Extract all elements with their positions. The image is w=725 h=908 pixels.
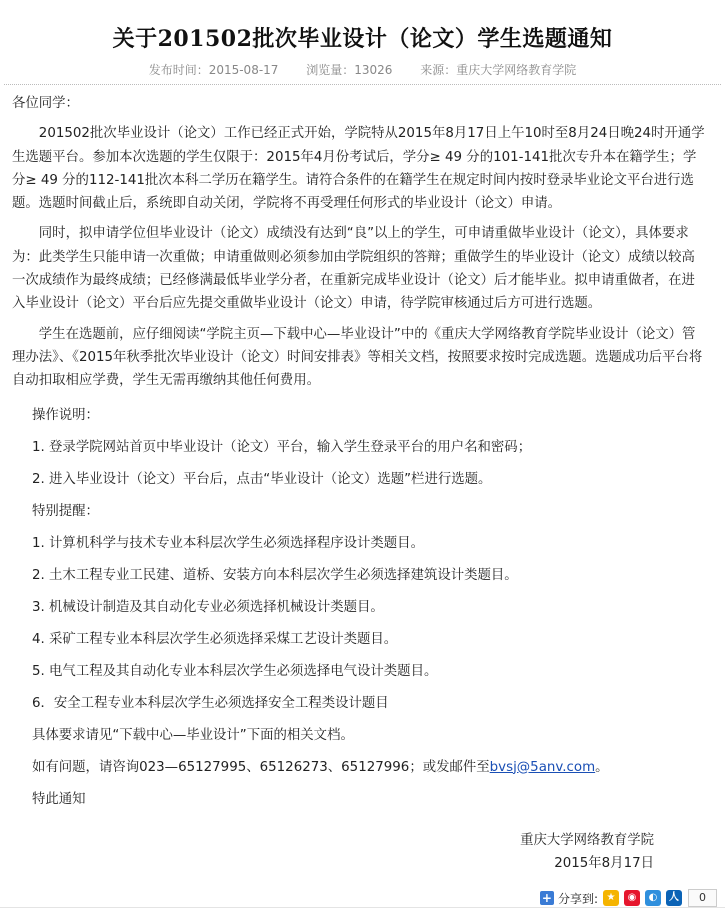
requirements-note: 具体要求请见“下载中心—毕业设计”下面的相关文档。 (32, 727, 354, 743)
article-title: 关于201502批次毕业设计（论文）学生选题通知 (112, 26, 613, 52)
closing-text: 特此通知 (32, 791, 86, 807)
article-meta (0, 61, 725, 78)
paragraph-2: 同时，拟申请学位但毕业设计（论文）成绩没有达到“良”以上的学生，可申请重做毕业设计（论文），具体要求为：此类学生只能申请一次重做；申请重做则必须参加由学院组织的答辩；重做学生的毕业设计（论文）成绩以较高一次成绩作为最终成绩；已经修满最低毕业学分者，在重新完成毕业设计（论文）后才能毕业。拟申请重做者，在进入毕业设计（论文）平台后应先提交重做毕业设计（论文）申请，待学院审核通过后方可进行选题。 (12, 226, 695, 312)
share-bar (540, 888, 717, 908)
share-label[interactable]: 分享到: (557, 891, 598, 906)
signature-date: 2015年8月17日 (554, 856, 654, 871)
email-link[interactable]: bvsj@5anv.com (489, 759, 596, 775)
paragraph-3: 学生在选题前，应仔细阅读“学院主页—下载中心—毕业设计”中的《重庆大学网络教育学院毕业设计（论文）管理办法》、《2015年秋季批次毕业设计（论文）时间安排表》等相关文档，按照要求按时完成选题。选题成功后平台将自动扣取相应学费，学生无需再缴纳其他任何费用。 (12, 326, 703, 389)
publish-time: 发布时间：2015-08-17 (148, 63, 279, 77)
notice-item: 2. 土木工程专业工民建、道桥、安装方向本科层次学生必须选择建筑设计类题目。 (32, 567, 518, 583)
notice-item: 6．安全工程专业本科层次学生必须选择安全工程类设计题目 (32, 695, 389, 711)
renren-icon[interactable]: 人 (666, 890, 682, 906)
paragraph-1: 201502批次毕业设计（论文）工作已经正式开始，学院特从2015年8月17日上午10时至8月24日晚24时开通学生选题平台。参加本次选题的学生仅限于：2015年4月份考试后，学分≥ 49 分的101-141批次专升本在籍学生；学分≥ 49 分的112-141批次本科二学历在籍学生。请符合条件的在籍学生在规定时间内按时登录毕业论文平台进行选题。选题时间截止后，系统即自动关闭，学院将不再受理任何形式的毕业设计（论文）申请。 (12, 126, 705, 212)
article-body (12, 92, 706, 816)
ops-title: 操作说明： (32, 407, 99, 423)
contact-suffix: 。 (595, 759, 609, 775)
notice-item: 5. 电气工程及其自动化专业本科层次学生必须选择电气设计类题目。 (32, 663, 438, 679)
weibo-icon[interactable]: ◉ (624, 890, 640, 906)
qzone-icon[interactable]: ★ (603, 890, 619, 906)
ops-item: 2. 进入毕业设计（论文）平台后，点击“毕业设计（论文）选题”栏进行选题。 (32, 471, 492, 487)
notice-item: 4. 采矿工程专业本科层次学生必须选择采煤工艺设计类题目。 (32, 631, 398, 647)
ops-item: 1. 登录学院网站首页中毕业设计（论文）平台，输入学生登录平台的用户名和密码； (32, 439, 532, 455)
notice-title: 特别提醒： (32, 503, 99, 519)
view-count: 浏览量：13026 (306, 63, 393, 77)
notice-item: 3. 机械设计制造及其自动化专业必须选择机械设计类题目。 (32, 599, 384, 615)
notice-item: 1. 计算机科学与技术专业本科层次学生必须选择程序设计类题目。 (32, 535, 424, 551)
contact-text: 如有问题，请咨询023—65127995、65126273、65127996；或发邮件至 (32, 759, 490, 775)
title-divider (4, 84, 721, 85)
share-count: 0 (688, 889, 717, 907)
share-plus-icon[interactable]: + (541, 891, 552, 905)
greeting: 各位同学： (12, 96, 79, 111)
contact-line (12, 752, 706, 784)
signature-org: 重庆大学网络教育学院 (520, 833, 654, 848)
article-source: 来源：重庆大学网络教育学院 (420, 63, 577, 77)
tencent-weibo-icon[interactable]: ◐ (645, 890, 661, 906)
